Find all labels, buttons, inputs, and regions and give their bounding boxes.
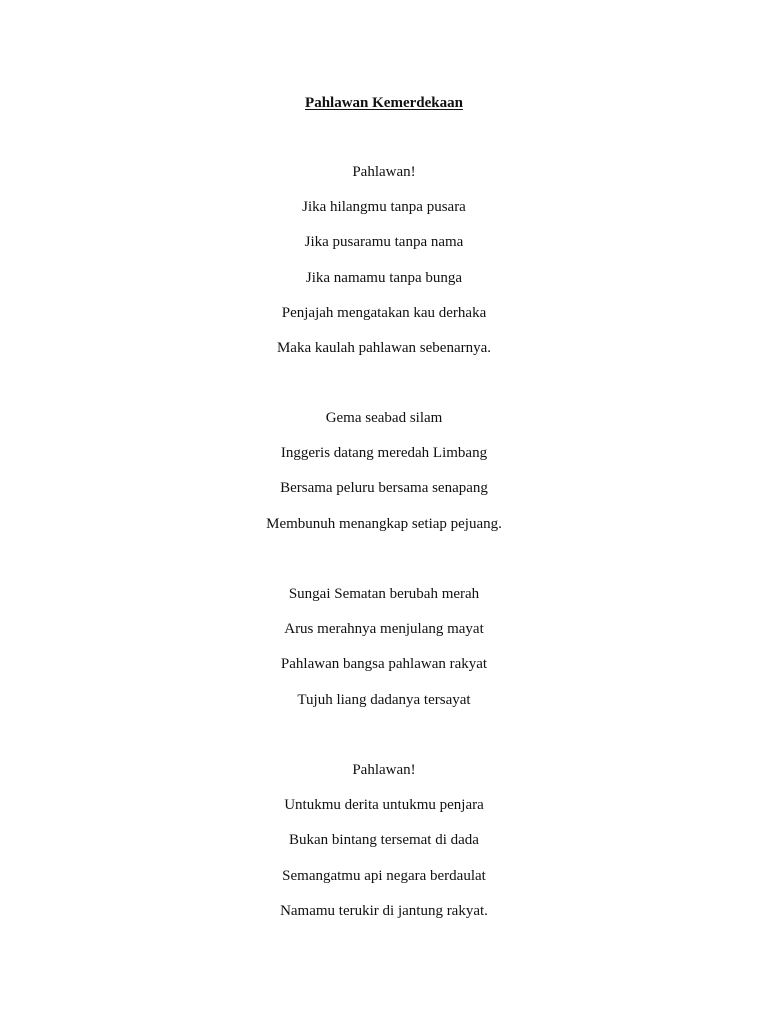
poem-line: Sungai Sematan berubah merah [288, 586, 480, 602]
poem-line: Namamu terukir di jantung rakyat. [280, 902, 488, 919]
poem-line: Semangatmu api negara berdaulat [282, 867, 486, 884]
poem-line: Pahlawan! [352, 164, 416, 180]
poem-line: Untukmu derita untukmu penjara [284, 797, 484, 814]
poem-line: Gema seabad silam [325, 410, 443, 426]
poem-line: Jika hilangmu tanpa pusara [302, 199, 466, 216]
poem-line: Inggeris datang meredah Limbang [280, 445, 488, 462]
poem-line: Arus merahnya menjulang mayat [284, 621, 484, 638]
poem-line: Bersama peluru bersama senapang [280, 480, 488, 497]
poem-line: Penjajah mengatakan kau derhaka [281, 304, 487, 321]
poem-line: Maka kaulah pahlawan sebenarnya. [276, 339, 492, 356]
poem-line: Jika namamu tanpa bunga [305, 269, 463, 286]
poem-line: Jika pusaramu tanpa nama [304, 234, 464, 251]
poem-line: Tujuh liang dadanya tersayat [297, 691, 471, 708]
stanza-1 [0, 162, 768, 373]
poem-line: Pahlawan! [352, 762, 416, 778]
stanza-3 [0, 584, 768, 725]
poem-line: Pahlawan bangsa pahlawan rakyat [280, 656, 488, 673]
stanza-4 [0, 760, 768, 936]
poem-title: Pahlawan Kemerdekaan [305, 95, 463, 111]
poem-line: Membunuh menangkap setiap pejuang. [266, 515, 502, 532]
stanza-2 [0, 408, 768, 549]
poem-line: Bukan bintang tersemat di dada [289, 832, 479, 849]
